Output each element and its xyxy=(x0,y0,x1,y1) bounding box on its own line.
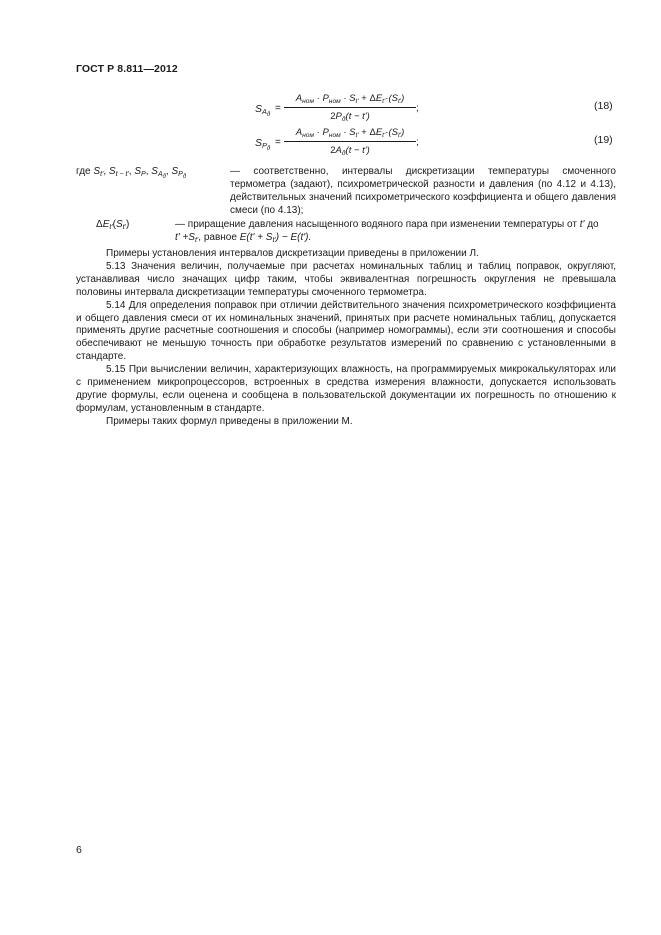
fraction-bar xyxy=(284,107,416,108)
page-number: 6 xyxy=(76,844,82,856)
paragraph-5-13: 5.13 Значения величин, получаемые при расчетах номинальных таблиц и таблиц поправок, округляют, устанавливая число значащих цифр таким, чтобы эквивалентная погрешность округления не превышала половины интервала дискретизации температуры смоченного термометра. xyxy=(76,260,616,298)
equation-19-denominator: $2A_д(t - t')$ xyxy=(330,145,370,157)
equation-18-fraction xyxy=(284,92,416,123)
fraction-bar xyxy=(284,141,416,142)
paragraph-examples-m: Примеры таких формул приведены в приложении М. xyxy=(106,415,353,427)
equation-number-19: (19) xyxy=(594,134,613,146)
equals-sign: = xyxy=(275,103,281,114)
variable-list: где $S_{t'}$, $S_{t - t'}$, $S_P$, $S_{A_д}$, $S_{P_д}$ xyxy=(76,166,187,180)
equation-18-lhs: $S_{A_д}$ xyxy=(255,103,271,118)
equation-18-numerator: $A_{ном} \cdot P_{ном} \cdot S_{t'} + \Delta E_{t'}\cdot(S_{t'})$ xyxy=(295,93,405,105)
document-header: ГОСТ Р 8.811—2012 xyxy=(76,63,178,75)
equation-18-denominator: $2P_д(t - t')$ xyxy=(330,111,370,123)
paragraph-5-14: 5.14 Для определения поправок при отличии действительного значения психрометрического коэффициента и общего давления смеси от их номинальных значений, принятых при расчете номинальных таблиц, допускается применять другие расчетные соотношения и способы (например номограммы), если эти соотношения и способы обеспечивают не меньшую точность при обработке результатов измерений по сравнению с установленными в стандарте. xyxy=(76,299,616,363)
delta-description: — приращение давления насыщенного водяного пара при изменении температуры от t' до $t' +S_{t'}$, равное $E(t' + S_{t'}) - E(t')$. xyxy=(175,219,599,244)
paragraph-5-15: 5.15 При вычислении величин, характеризующих влажность, на программируемых микрокалькуляторах или с применением микропроцессоров, встроенных в средства измерения влажности, допускается использовать другие формулы, если оценена и сообщена в пользовательской документации их погрешность по отношению к формулам, установленным в стандарте. xyxy=(76,364,616,414)
body-text xyxy=(76,248,616,429)
equation-19-fraction xyxy=(284,126,416,157)
delta-symbol: $\Delta E_{t'}(S_{t'})$ xyxy=(96,219,130,231)
equation-18: $S_{A_д}$ = $A_{ном} \cdot P_{ном} \cdot S_{t'} + \Delta E_{t'}\cdot(S_{t'})$ $2P_д(t - t')$ ; (18) xyxy=(255,93,613,123)
variable-description: — соответственно, интервалы дискретизации температуры смоченного термометра (задают), психрометрической разности и давления (по 4.12 и 4.13), действительных значений психрометрического коэффициента и общего давления смеси (по 4.13); xyxy=(230,166,616,216)
equation-number-18: (18) xyxy=(594,100,613,112)
equation-19-numerator: $A_{ном} \cdot P_{ном} \cdot S_{t'} + \Delta E_{t'}\cdot(S_{t'})$ xyxy=(295,127,405,139)
paragraph-examples-l: Примеры установления интервалов дискретизации приведены в приложении Л. xyxy=(106,248,479,259)
equation-19-lhs: $S_{P_д}$ xyxy=(255,137,271,152)
equals-sign: = xyxy=(275,137,281,148)
equation-19: $S_{P_д}$ = $A_{ном} \cdot P_{ном} \cdot S_{t'} + \Delta E_{t'}\cdot(S_{t'})$ $2A_д(t - t')$ ; (19) xyxy=(255,127,613,157)
